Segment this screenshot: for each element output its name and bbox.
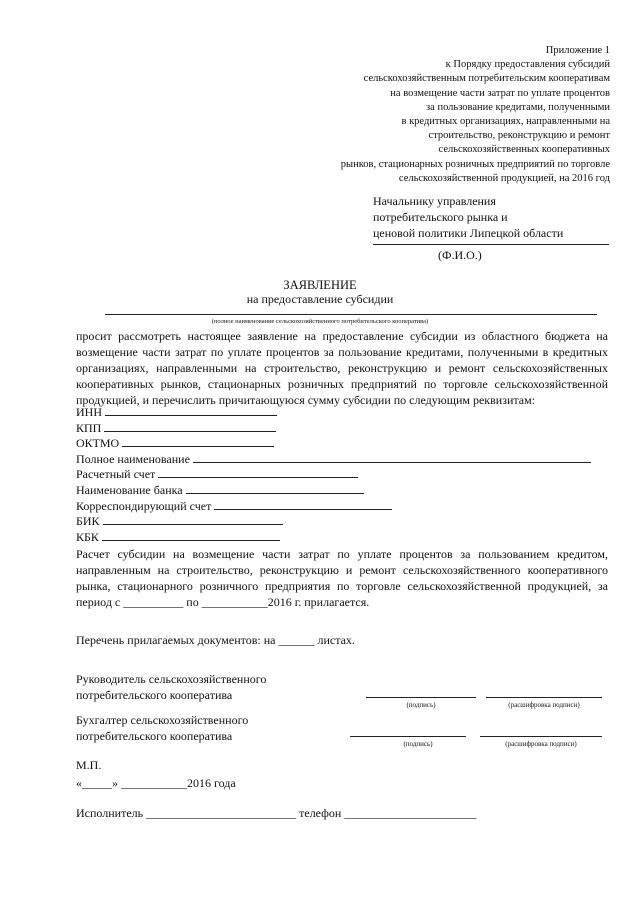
requisite-label: Наименование банка: [76, 482, 183, 497]
executor-line: [76, 806, 476, 821]
requisite-label: КБК: [76, 529, 99, 544]
date-line: [76, 776, 236, 791]
requisite-label: Корреспондирующий счет: [76, 498, 212, 513]
appendix-line: Приложение 1: [545, 45, 610, 56]
appendix-line: за пользование кредитами, полученными: [426, 101, 610, 113]
requisites-list: [76, 404, 591, 544]
executor-label: Исполнитель: [76, 806, 144, 820]
requisite-account: [76, 466, 591, 482]
period-to-word: по: [186, 595, 199, 609]
accountant-sign-caption: (подпись): [403, 740, 433, 748]
head-signature-line[interactable]: [366, 697, 476, 698]
documents-count-field[interactable]: ______: [278, 633, 315, 647]
appendix-line: сельскохозяйственной продукцией, на 2016 год: [398, 172, 610, 184]
appendix-line: к Порядку предоставления субсидий: [445, 59, 610, 71]
requisite-oktmo: [76, 435, 591, 451]
inn-fill-line[interactable]: [105, 404, 277, 416]
phone-label: телефон: [299, 806, 342, 820]
period-from-field[interactable]: __________: [123, 595, 184, 609]
bank-fill-line[interactable]: [186, 482, 364, 494]
kbk-fill-line[interactable]: [102, 529, 280, 541]
requisite-label: Расчетный счет: [76, 467, 156, 482]
executor-name-field[interactable]: _________________________: [146, 806, 297, 820]
requisite-bank: [76, 482, 591, 498]
period-suffix: 2016 г. прилагается.: [267, 595, 370, 609]
document-title: ЗАЯВЛЕНИЕ: [283, 278, 357, 292]
requisite-inn: [76, 404, 591, 420]
head-decode-caption: (расшифровка подписи): [508, 701, 580, 709]
appendix-line: сельскохозяйственным потребительским кооперативам: [363, 73, 610, 85]
fio-fill-line[interactable]: [373, 244, 609, 245]
phone-field[interactable]: ______________________: [344, 806, 477, 820]
document-subtitle: на предоставление субсидии: [246, 292, 394, 306]
corr-account-fill-line[interactable]: [214, 498, 392, 510]
period-prefix: период с: [76, 595, 121, 609]
calculation-text: Расчет субсидии на возмещение части затрат по уплате процентов за пользованием кредитом, направленным на строительство, реконструкцию и ремонт сельскохозяйственного кооперативного рынка, стационарного розничного предприятия по торговле сельскохозяйственной продукцией, за: [76, 547, 608, 593]
fio-caption: (Ф.И.О.): [438, 248, 482, 262]
date-quote-close: »: [112, 776, 118, 790]
requisite-kbk: [76, 529, 591, 545]
requisite-bik: [76, 513, 591, 529]
accountant-signature-line[interactable]: [350, 736, 466, 737]
addressee-line: потребительского рынка и: [373, 210, 508, 224]
accountant-decode-line[interactable]: [480, 736, 602, 737]
documents-suffix: листах.: [317, 633, 355, 647]
addressee-line: ценовой политики Липецкой области: [373, 226, 564, 240]
date-day-field[interactable]: _____: [82, 776, 112, 790]
request-paragraph: просит рассмотреть настоящее заявление на предоставление субсидии из областного бюджета на возмещение части затрат по уплате процентов за пользование кредитами, полученными в кредитных организациях, направленными на строительство, реконструкцию и ремонт сельскохозяйственных кооперативных рынков, стационарных розничных предприятий по торговле сельскохозяйственной продукцией, и перечислить причитающуюся сумму субсидии по следующим реквизитам:: [76, 329, 608, 407]
account-fill-line[interactable]: [158, 466, 358, 478]
appendix-line: сельскохозяйственных кооперативных: [438, 144, 610, 156]
requisite-label: ОКТМО: [76, 436, 120, 451]
requisite-label: КПП: [76, 420, 102, 435]
accountant-signatory: [76, 712, 248, 744]
full-name-fill-line[interactable]: [193, 451, 591, 463]
head-signatory: [76, 671, 266, 703]
attached-documents-line: [76, 633, 355, 648]
head-title-line: Руководитель сельскохозяйственного: [76, 672, 267, 686]
requisite-label: БИК: [76, 514, 100, 529]
coop-name-caption: (полное наименование сельскохозяйственного потребительского кооператива): [211, 318, 429, 325]
kpp-fill-line[interactable]: [104, 420, 276, 432]
requisite-corr-account: [76, 498, 591, 514]
appendix-line: в кредитных организациях, направленными на: [401, 116, 610, 128]
accountant-decode-caption: (расшифровка подписи): [505, 740, 577, 748]
bik-fill-line[interactable]: [103, 513, 283, 525]
date-year: 2016 года: [187, 776, 236, 790]
appendix-line: строительство, реконструкцию и ремонт: [428, 130, 610, 142]
date-quote-open: «: [76, 776, 82, 790]
appendix-line: на возмещение части затрат по уплате процентов: [390, 87, 610, 99]
requisite-full-name: [76, 451, 591, 467]
head-title-line: потребительского кооператива: [76, 688, 233, 702]
head-decode-line[interactable]: [486, 697, 602, 698]
requisite-label: ИНН: [76, 405, 102, 419]
requisite-kpp: [76, 420, 591, 436]
stamp-mark: М.П.: [76, 758, 102, 772]
appendix-line: рынков, стационарных розничных предприятий по торговле: [340, 158, 610, 170]
calculation-paragraph: [76, 546, 608, 610]
accountant-title-line: потребительского кооператива: [76, 729, 233, 743]
accountant-title-line: Бухгалтер сельскохозяйственного: [76, 713, 249, 727]
addressee-line: Начальнику управления: [373, 194, 496, 208]
date-month-field[interactable]: ___________: [121, 776, 187, 790]
head-sign-caption: (подпись): [406, 701, 436, 709]
coop-name-fill-line[interactable]: [105, 314, 597, 315]
addressee-block: [373, 193, 563, 241]
requisite-label: Полное наименование: [76, 451, 190, 466]
documents-prefix: Перечень прилагаемых документов: на: [76, 633, 276, 647]
period-to-field[interactable]: ___________: [201, 595, 268, 609]
oktmo-fill-line[interactable]: [122, 435, 274, 447]
appendix-header: [341, 44, 610, 186]
